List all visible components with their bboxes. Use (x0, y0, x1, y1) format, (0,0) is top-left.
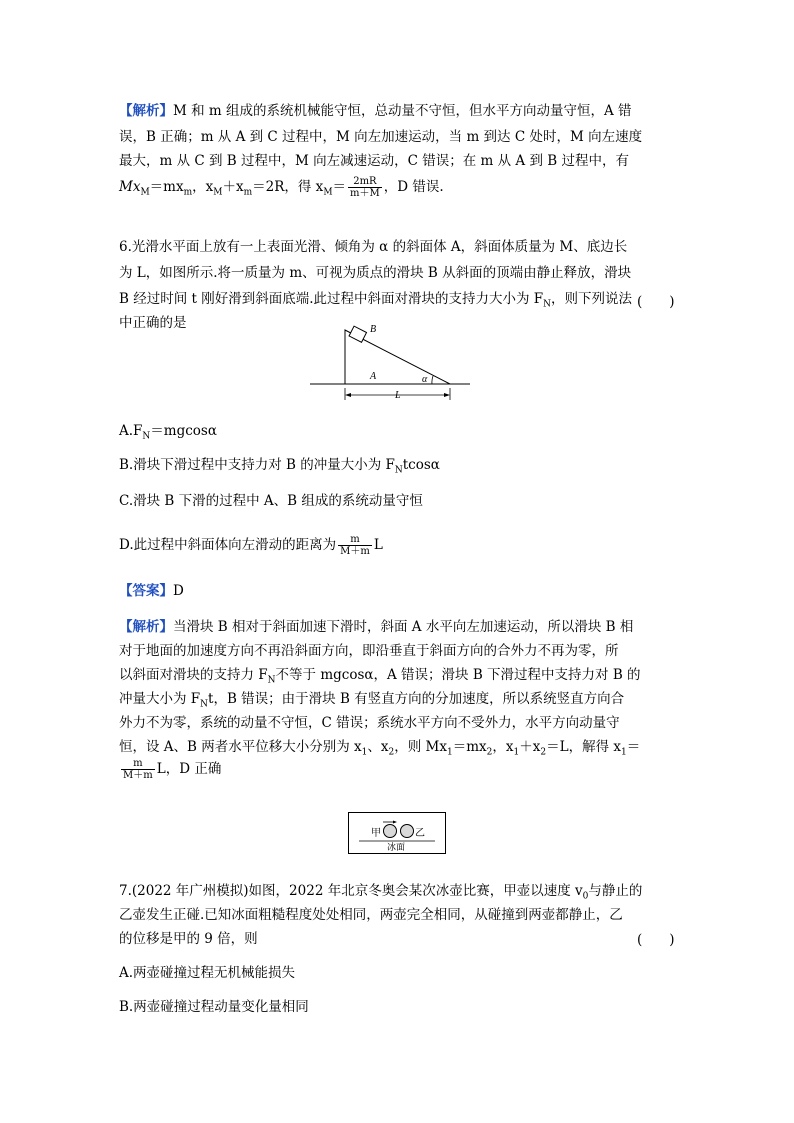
stone-b-icon (401, 825, 414, 838)
label-alpha: α (422, 374, 428, 385)
label-l: L (395, 390, 401, 401)
analysis2-line-2: 对于地面的加速度方向不再沿斜面方向，即沿垂直于斜面方向的合外力不再为零，所 (119, 643, 619, 659)
analysis-line-2: 误，B 正确；m 从 A 到 C 过程中，M 向左加速运动，当 m 到达 C 处时，M 向左速度 (119, 129, 643, 145)
q7-answer-paren: ( ) (637, 932, 675, 948)
analysis2-line-7: $\frac{m}{M+m}$ L，D 正确 (123, 758, 222, 781)
label-jia: 甲 (371, 828, 381, 839)
q6-line-3: B 经过时间 t 刚好滑到斜面底端.此过程中斜面对滑块的支持力大小为 $F_N$，则下列说法 (119, 291, 633, 310)
analysis-line-1: 【解析】M 和 m 组成的系统机械能守恒，总动量不守恒，但水平方向动量守恒，A 错 (119, 103, 632, 119)
q6-option-b: B.滑块下滑过程中支持力对 B 的冲量大小为 $F_Ntcos\alpha$ (119, 457, 440, 476)
angle-arc (432, 376, 433, 384)
q6-line-4: 中正确的是 (119, 315, 187, 331)
analysis2-line-1: 【解析】当滑块 B 相对于斜面加速下滑时，斜面 A 水平向左加速运动，所以滑块 B 相 (119, 619, 634, 635)
q6-option-c: C.滑块 B 下滑的过程中 A、B 组成的系统动量守恒 (119, 493, 423, 509)
fraction: $\frac{m}{M+m}$ (123, 758, 153, 781)
label-b: B (370, 324, 377, 335)
incline-figure (310, 318, 470, 406)
answer-line (119, 580, 184, 602)
q7-option-a: A.两壶碰撞过程无机械能损失 (119, 965, 296, 981)
analysis-tag: 【解析】 (119, 103, 173, 119)
q7-option-b: B.两壶碰撞过程动量变化量相同 (119, 999, 309, 1015)
answer-tag: 【答案】 (119, 583, 173, 599)
q6-option-d: D.此过程中斜面体向左滑动的距离为 $\frac{m}{M+m}$ L (119, 534, 383, 557)
analysis-tag: 【解析】 (119, 619, 173, 635)
q7-line-1: 7.(2022 年广州模拟)如图，2022 年北京冬奥会某次冰壶比赛，甲壶以速度 $v_0$与静止的 (119, 883, 643, 902)
stone-a-icon (384, 825, 397, 838)
analysis2-line-6: 恒，设 A、B 两者水平位移大小分别为 $x_1$、$x_2$，则 $Mx_1=mx_2$，$x_1+x_2=L$，解得 $x_1=$ (119, 739, 641, 758)
analysis-line-3: 最大，m 从 C 到 B 过程中，M 向左减速运动，C 错误；在 m 从 A 到 B 过程中，有 (119, 153, 629, 169)
label-yi: 乙 (415, 828, 425, 839)
q6-option-a: $A.F_N=mgcos\alpha$ (119, 423, 217, 442)
fraction: $\frac{m}{M+m}$ (340, 534, 370, 557)
q7-line-3: 的位移是甲的 9 倍，则 (119, 931, 258, 947)
answer-value: D (173, 583, 184, 599)
q6-line-2: 为 L，如图所示.将一质量为 m、可视为质点的滑块 B 从斜面的顶端由静止释放，滑块 (119, 265, 632, 281)
analysis2-line-4: 冲量大小为 $F_Nt$，B 错误；由于滑块 B 有竖直方向的分加速度，所以系统竖直方向合 (119, 691, 625, 710)
label-a: A (370, 371, 377, 382)
fraction: $\frac{2mR}{m+M}$ (350, 176, 380, 199)
q6-line-1: 6.光滑水平面上放有一上表面光滑、倾角为 α 的斜面体 A，斜面体质量为 M、底边长 (119, 239, 628, 255)
label-ice: 冰面 (387, 843, 406, 853)
curling-figure (348, 812, 446, 854)
analysis-line-4: $Mx_M=mx_m$，$x_M+x_m=2R$，得 $x_M=$ $\frac{2mR}{m+M}$ ，D 错误. (119, 176, 444, 199)
q6-answer-paren: ( ) (637, 294, 675, 310)
analysis2-line-5: 外力不为零，系统的动量不守恒，C 错误；系统水平方向不受外力，水平方向动量守 (119, 715, 620, 731)
q7-line-2: 乙壶发生正碰.已知冰面粗糙程度处处相同，两壶完全相同，从碰撞到两壶都静止，乙 (119, 907, 623, 923)
analysis2-line-3: 以斜面对滑块的支持力 $F_N$不等于 mgcosα，A 错误；滑块 B 下滑过程中支持力对 B 的 (119, 667, 641, 686)
